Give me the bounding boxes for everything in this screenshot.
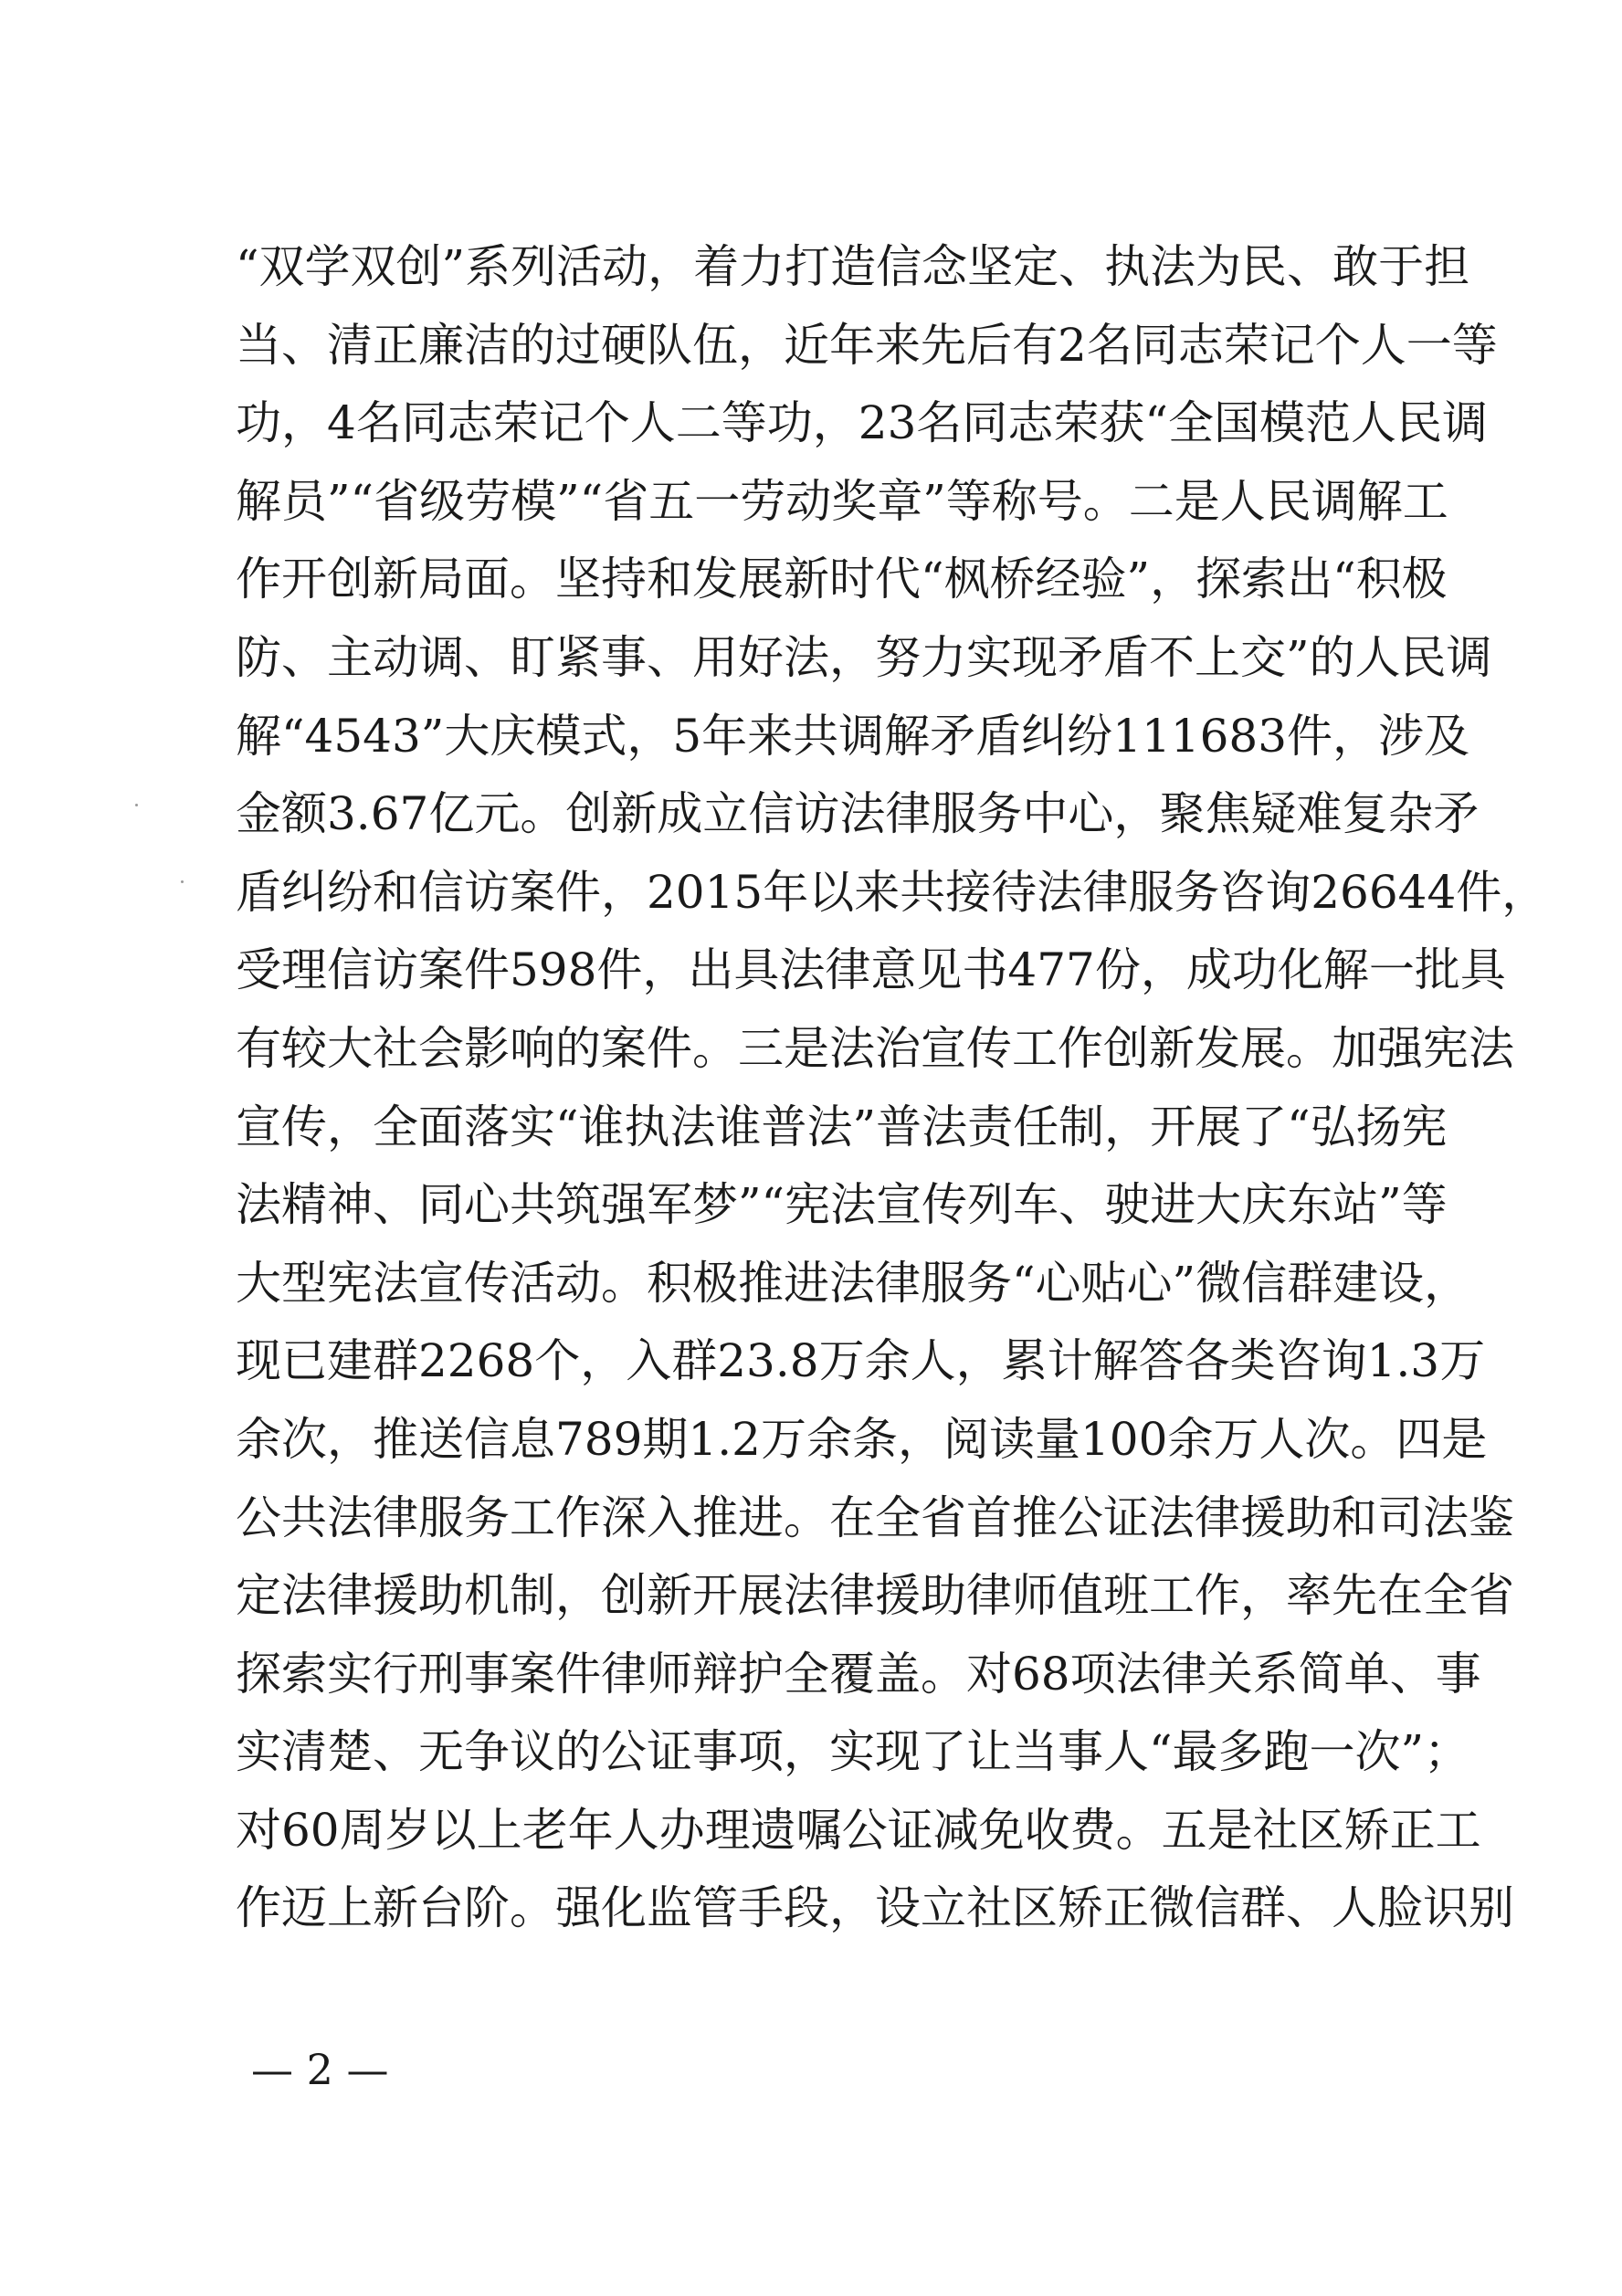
text-line: 宣传，全面落实“谁执法谁普法”普法责任制，开展了“弘扬宪 bbox=[236, 1100, 1448, 1153]
text-line: 探索实行刑事案件律师辩护全覆盖。对68项法律关系简单、事 bbox=[236, 1647, 1481, 1701]
text-line: 对60周岁以上老年人办理遗嘱公证减免收费。五是社区矫正工 bbox=[236, 1803, 1481, 1857]
page-number: — 2 — bbox=[251, 2045, 389, 2094]
text-line: 解“4543”大庆模式，5年来共调解矛盾纠纷111683件，涉及 bbox=[236, 709, 1470, 763]
text-line: 作迈上新台阶。强化监管手段，设立社区矫正微信群、人脸识别 bbox=[236, 1881, 1514, 1935]
text-line: 解员”“省级劳模”“省五一劳动奖章”等称号。二是人民调解工 bbox=[236, 474, 1448, 528]
text-line: 大型宪法宣传活动。积极推进法律服务“心贴心”微信群建设， bbox=[236, 1256, 1470, 1310]
text-line: 公共法律服务工作深入推进。在全省首推公证法律援助和司法鉴 bbox=[236, 1490, 1514, 1544]
scan-speck bbox=[181, 880, 184, 883]
text-line: “双学双创”系列活动，着力打造信念坚定、执法为民、敢于担 bbox=[236, 240, 1470, 293]
text-line: 现已建群2268个，入群23.8万余人，累计解答各类咨询1.3万 bbox=[236, 1334, 1486, 1388]
scan-speck bbox=[135, 804, 138, 806]
text-line: 盾纠纷和信访案件，2015年以来共接待法律服务咨询26644件， bbox=[236, 865, 1548, 919]
text-line: 法精神、同心共筑强军梦”“宪法宣传列车、驶进大庆东站”等 bbox=[236, 1178, 1448, 1232]
text-line: 定法律援助机制，创新开展法律援助律师值班工作，率先在全省 bbox=[236, 1569, 1514, 1623]
body-text bbox=[236, 228, 1548, 1948]
text-line: 受理信访案件598件，出具法律意见书477份，成功化解一批具 bbox=[236, 943, 1506, 997]
text-line: 防、主动调、盯紧事、用好法，努力实现矛盾不上交”的人民调 bbox=[236, 630, 1492, 684]
text-line: 金额3.67亿元。创新成立信访法律服务中心，聚焦疑难复杂矛 bbox=[236, 787, 1480, 841]
text-line: 当、清正廉洁的过硬队伍，近年来先后有2名同志荣记个人一等 bbox=[236, 318, 1498, 372]
text-line: 有较大社会影响的案件。三是法治宣传工作创新发展。加强宪法 bbox=[236, 1021, 1514, 1075]
text-line: 余次，推送信息789期1.2万余条，阅读量100余万人次。四是 bbox=[236, 1412, 1488, 1466]
text-line: 功，4名同志荣记个人二等功，23名同志荣获“全国模范人民调 bbox=[236, 396, 1488, 450]
text-line: 实清楚、无争议的公证事项，实现了让当事人“最多跑一次”； bbox=[236, 1725, 1470, 1779]
text-line: 作开创新局面。坚持和发展新时代“枫桥经验”，探索出“积极 bbox=[236, 553, 1448, 606]
